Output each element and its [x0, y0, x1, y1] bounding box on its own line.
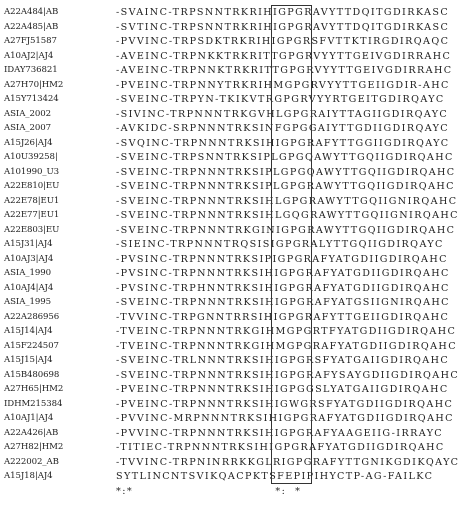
alignment-row [0, 5, 474, 20]
sequence-label: A222002_AB [4, 456, 59, 467]
sequence-label: A22E78|EU1 [4, 195, 60, 206]
alignment-row [0, 295, 474, 310]
sequence-label: A10AJ1|AJ4 [4, 413, 54, 423]
sequence-residues: -PVVINC-MRPNNNTRKSIHIGPGRAFYATGDIIGDIRQAHC [116, 413, 454, 424]
sequence-label: A15J14|AJ4 [4, 326, 53, 336]
alignment-row [0, 223, 474, 238]
alignment-row [0, 20, 474, 35]
alignment-row [0, 469, 474, 484]
alignment-row [0, 107, 474, 122]
alignment-row [0, 353, 474, 368]
alignment-row [0, 455, 474, 470]
alignment-row [0, 78, 474, 93]
alignment-row [0, 339, 474, 354]
sequence-label: A10AJ4|AJ4 [4, 282, 54, 293]
alignment-row [0, 411, 474, 426]
sequence-residues: -SVEINC-TRPYN-TKIKVTRGPGRVYYRTGEITGDIRQAYC [116, 94, 445, 105]
alignment-row [0, 237, 474, 252]
sequence-residues: -PVSINC-TRPNNNTRKSIPIGPGRAFYATGDIIGDIRQAHC [116, 253, 448, 265]
alignment-row [0, 121, 474, 136]
sequence-residues: -PVVINC-TRPSDKTRKRIHIGPGRSFVTTKTIRGDIRQAQC [116, 36, 450, 47]
sequence-residues: -TVVINC-TRPGNNTRRSIHIGPGRAFYTTGEIIGDIRQAHC [116, 311, 450, 323]
sequence-residues: SYTLINCNTSVIKQACPKTSFEPIPIHYCTP-AG-FAILKC [116, 471, 434, 482]
alignment-row [0, 426, 474, 441]
sequence-label: A22E803|EU [4, 224, 60, 235]
sequence-label: A10AJ2|AJ4 [4, 50, 54, 61]
alignment-row [0, 266, 474, 281]
alignment-row [0, 92, 474, 107]
sequence-label: A22A286956 [4, 311, 60, 322]
sequence-label: A15J18|AJ4 [4, 471, 53, 481]
sequence-label: ASIA_2002 [4, 108, 51, 119]
sequence-residues: -TVVINC-TRPNINRRKKGLRIGPGRAFYTTGNIKGDIKQAYC [116, 456, 460, 468]
sequence-residues: -PVEINC-TRPNNNTRKSIHIGWGRSFYATGDIIGDIRQAHC [116, 398, 454, 410]
sequence-label: A22A484|AB [4, 7, 59, 17]
sequence-residues: -SVEINC-TRPNNNTRKSIHIGPGRAFYATGSIIGNIRQAHC [116, 297, 450, 308]
sequence-label: IDAY736821 [4, 65, 58, 75]
alignment-row [0, 252, 474, 267]
sequence-label: A101990_U3 [4, 166, 60, 177]
consensus-row [0, 484, 474, 499]
gpgr-motif-highlight-box [271, 5, 312, 484]
sequence-residues: -SVEINC-TRLNNNTRKSIHIGPGRSFYATGAIIGDIRQAHC [116, 355, 450, 366]
sequence-label: A15J15|AJ4 [4, 355, 53, 365]
alignment-row [0, 440, 474, 455]
alignment-row [0, 63, 474, 78]
sequence-residues: -AVKIDC-SRPNNNTRKSINFGPGGAIYTTGDIIGDIRQAYC [116, 123, 449, 134]
alignment-row [0, 281, 474, 296]
sequence-residues: -SVAINC-TRPSNNTRKRIHIGPGRAVYTTDQITGDIRKASC [116, 7, 450, 18]
sequence-label: A22E77|EU1 [4, 210, 60, 220]
sequence-residues: -AVEINC-TRPNNKTRKRITTGPGRVYYTTGEIVGDIRRAHC [116, 65, 453, 76]
sequence-residues: -SVQINC-TRPNNNTRKSIHIGPGRAFYTTGGIIGDIRQAYC [116, 137, 450, 149]
alignment-row [0, 49, 474, 64]
alignment-row [0, 179, 474, 194]
sequence-residues: -SVEINC-TRPSNNTRKSIPLGPGQAWYTTGQIIGDIRQAHC [116, 152, 454, 163]
sequence-residues: -SVEINC-TRPNNNTRKSIPLGPGQAWYTTGQIIGDIRQAHC [116, 166, 456, 178]
alignment-row [0, 165, 474, 180]
sequence-residues: -SVEINC-TRPNNNTRKSIPLGPGRAWYTTGQIIGDIRQAHC [116, 181, 455, 192]
sequence-label: A15B480698 [4, 369, 60, 380]
sequence-label: A22E810|EU [4, 181, 60, 191]
sequence-residues: -PVEINC-TRPNNNTRKSIHIGPGGSLYATGAIIGDIRQAHC [116, 384, 449, 395]
sequence-label: A15F224507 [4, 340, 59, 351]
sequence-label: A22A485|AB [4, 21, 59, 32]
alignment-row [0, 194, 474, 209]
sequence-label: ASIA_1990 [4, 268, 51, 278]
sequence-label: A27FJ51587 [4, 36, 57, 46]
sequence-residues: -TVEINC-TRPNNNTRKGIHMGPGRTFYATGDIIGDIRQAHC [116, 326, 457, 337]
sequence-residues: -SVEINC-TRPNNNTRKSIHIGPGRAFYSAYGDIIGDIRQAHC [116, 369, 460, 381]
sequence-label: A15Y713424 [4, 94, 59, 104]
sequence-residues: -PVSINC-TRPNNNTRKSIHIGPGRAFYATGDIIGDIRQAHC [116, 268, 450, 279]
consensus-symbols: *:* *: * [116, 485, 302, 497]
alignment-row [0, 34, 474, 49]
alignment-row [0, 208, 474, 223]
sequence-residues: -PVEINC-TRPNNYTRKRIHMGPGRVYYTTGEIIGDIR-AHC [116, 79, 450, 91]
sequence-residues: -SVEINC-TRPNNNTRKSIHLGQGRAWYTTGQIIGNIRQAHC [116, 210, 459, 221]
alignment-row [0, 324, 474, 339]
sequence-label: ASIA_2007 [4, 123, 51, 133]
sequence-label: ASIA_1995 [4, 297, 51, 307]
alignment-row [0, 150, 474, 165]
sequence-residues: -SIEINC-TRPNNNTRQSISIGPGRALYTTGQIIGDIRQAYC [116, 239, 444, 250]
alignment-row [0, 397, 474, 412]
sequence-residues: -SVEINC-TRPNNNTRKSIHLGPGRAWYTTGQIIGNIRQAHC [116, 195, 458, 207]
sequence-residues: -SIVINC-TRPNNNTRKGVHLGPGRAIYTTAGIIGDIRQAYC [116, 108, 449, 120]
sequence-residues: -TVEINC-TRPNNNTRKGIHMGPGRAFYATGDIIGDIRQAHC [116, 340, 457, 352]
alignment-row [0, 136, 474, 151]
sequence-label: A27H65|HM2 [4, 384, 64, 394]
sequence-residues: -TITIEC-TRPNNNTRKSIHIGPGRAFYATGDIIGDIRQAHC [116, 442, 445, 453]
sequence-label: A27H70|HM2 [4, 79, 64, 90]
sequence-label: A15J26|AJ4 [4, 137, 53, 148]
sequence-label: A22A426|AB [4, 427, 59, 438]
sequence-label: A10AJ3|AJ4 [4, 253, 54, 264]
sequence-residues: -SVTINC-TRPSNNTRKRIHIGPGRAVYTTDQITGDIRKASC [116, 21, 450, 33]
sequence-residues: -SVEINC-TRPNNNTRKGINIGPGRAWYTTGQIIGDIRQAHC [116, 224, 456, 236]
alignment-row [0, 382, 474, 397]
sequence-residues: -PVVINC-TRPNNNTRKSIHIGPGRAFYAAGEIIG-IRRAYC [116, 427, 443, 439]
alignment-row [0, 310, 474, 325]
alignment-row [0, 368, 474, 383]
sequence-label: A27H82|HM2 [4, 442, 64, 452]
sequence-label: A10U39258| [4, 152, 58, 162]
sequence-label: IDHM215384 [4, 398, 63, 409]
sequence-label: A15J31|AJ4 [4, 239, 53, 249]
sequence-residues: -PVSINC-TRPHNNTRKSIHIGPGRAFYATGDIIGDIRQAHC [116, 282, 450, 294]
sequence-residues: -AVEINC-TRPNKKTRKRITTGPGRVYYTTGEIVGDIRRAHC [116, 50, 452, 62]
